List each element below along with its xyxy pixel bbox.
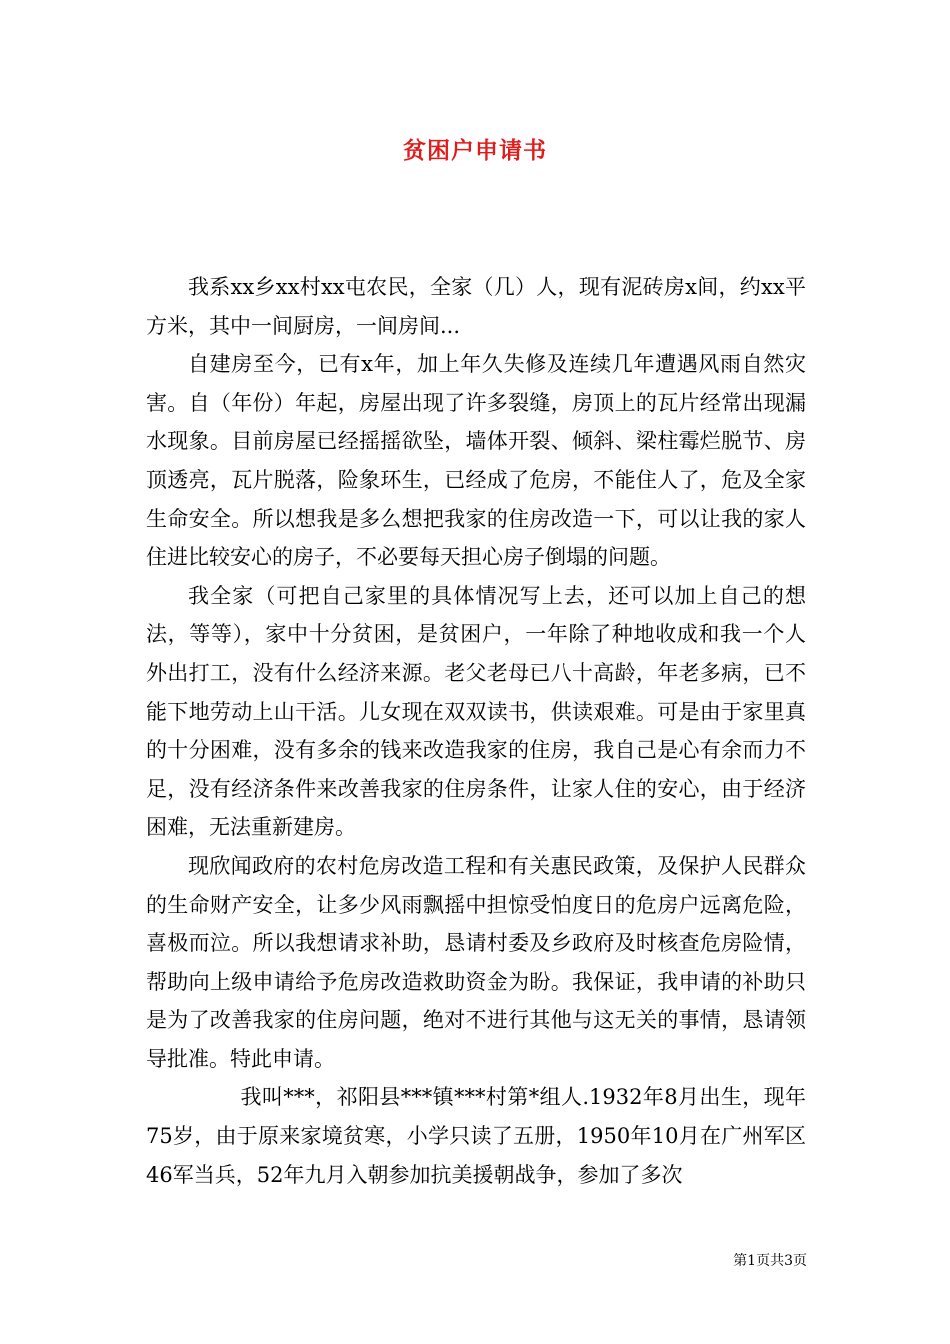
- paragraph-2: 自建房至今，已有x年，加上年久失修及连续几年遭遇风雨自然灾害。自（年份）年起，房屋出现了许多裂缝，房顶上的瓦片经常出现漏水现象。目前房屋已经摇摇欲坠，墙体开裂、倾斜、梁柱霉烂脱节、房顶透亮，瓦片脱落，险象环生，已经成了危房，不能住人了，危及全家生命安全。所以想我是多么想把我家的住房改造一下，可以让我的家人住进比较安心的房子，不必要每天担心房子倒塌的问题。: [146, 352, 806, 570]
- page-title: 贫困户申请书: [403, 138, 547, 164]
- document-body: [146, 268, 806, 1194]
- paragraph-1: 我系xx乡xx村xx屯农民，全家（几）人，现有泥砖房x间，约xx平方米，其中一间厨房，一间房间...: [146, 275, 806, 338]
- paragraph-5: 我叫***，祁阳县***镇***村第*组人.1932年8月出生，现年75岁，由于原来家境贫寒，小学只读了五册，1950年10月在广州军区46军当兵，52年九月入朝参加抗美援朝战争，参加了多次: [146, 1085, 806, 1187]
- page-number: 第1页共3页: [733, 1253, 807, 1269]
- paragraph-3: 我全家（可把自己家里的具体情况写上去，还可以加上自己的想法，等等），家中十分贫困，是贫困户，一年除了种地收成和我一个人外出打工，没有什么经济来源。老父老母已八十高龄，年老多病，已不能下地劳动上山干活。儿女现在双双读书，供读艰难。可是由于家里真的十分困难，没有多余的钱来改造我家的住房，我自己是心有余而力不足，没有经济条件来改善我家的住房条件，让家人住的安心，由于经济困难，无法重新建房。: [146, 583, 806, 840]
- paragraph-4: 现欣闻政府的农村危房改造工程和有关惠民政策，及保护人民群众的生命财产安全，让多少风雨飘摇中担惊受怕度日的危房户远离危险，喜极而泣。所以我想请求补助，恳请村委及乡政府及时核查危房险情，帮助向上级申请给予危房改造救助资金为盼。我保证，我申请的补助只是为了改善我家的住房问题，绝对不进行其他与这无关的事情，恳请领导批准。特此申请。: [146, 853, 806, 1071]
